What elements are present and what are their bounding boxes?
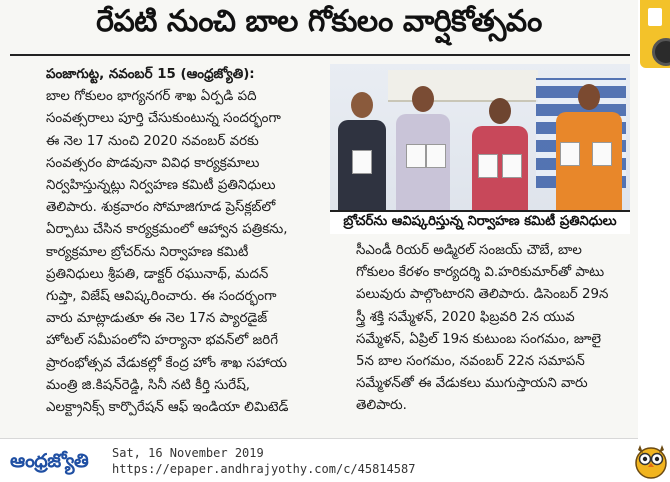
body-line: మంత్రి జి.కిషన్‌రెడ్డి, సినీ నటి కీర్తి సురేష్, [46, 377, 251, 393]
body-line: సీఎండీ రియర్ అడ్మిరల్ సంజయ్ చౌబే, బాల [356, 243, 582, 258]
body-line: సంవత్సరాలు పూర్తి చేసుకుంటున్న సందర్భంగా [46, 111, 281, 127]
article-body-right [356, 240, 634, 418]
body-line: గోకులం కేరళం కార్యదర్శి వి.హరికుమార్‌తో పాటు [356, 265, 605, 281]
body-line: ప్రారంభోత్సవ వేడుకల్లో కేంద్ర హోం శాఖ సహాయ [46, 355, 287, 371]
photo-person [556, 84, 622, 210]
headline-divider [10, 54, 630, 56]
owl-icon [634, 441, 668, 479]
edition-date: Sat, 16 November 2019 [112, 446, 264, 460]
body-line: తెలిపారు. శుక్రవారం సోమాజిగూడ ప్రెస్‌క్లబ్‌లో [46, 200, 276, 216]
body-line: వారు మాట్లాడుతూ ఈ నెల 17న ప్యారడైజ్ [46, 311, 268, 327]
photo-person [472, 98, 528, 210]
body-line: కార్యక్రమాల బ్రోచర్‌ను నిర్వాహణ కమిటీ [46, 244, 249, 260]
article-photo [330, 64, 630, 210]
photo-caption: బ్రోచర్‌ను ఆవిష్కరిస్తున్న నిర్వాహణ కమిటీ ప్రతినిధులు [330, 210, 630, 234]
body-line: ఎలక్ట్రానిక్స్ కార్పొరేషన్ ఆఫ్ ఇండియా లిమిటెడ్ [46, 400, 289, 416]
photo-person [338, 92, 386, 210]
dateline: పంజాగుట్ట, నవంబర్ 15 (ఆంధ్రజ్యోతి): [46, 67, 255, 82]
andhrajyothy-logo [10, 448, 88, 474]
body-line: తెలిపారు. [356, 398, 407, 414]
body-line: స్త్రీ శక్తి సమ్మేళన్, 2020 ఫిబ్రవరి 2న యువ [356, 309, 575, 325]
body-line: ఏర్పాటు చేసిన కార్యక్రమంలో ఆహ్వాన పత్రికను, [46, 222, 288, 238]
body-line: గుప్తా, విజేష్ ఆవిష్కరించారు. ఈ సందర్భంగా [46, 289, 277, 305]
body-line: 5న బాల సంగమం, నవంబర్ 22న సమాపన్ [356, 354, 585, 370]
body-line: హోటల్ సమీపంలోని హర్యానా భవన్‌లో జరిగే [46, 333, 279, 349]
article-headline: రేపటి నుంచి బాల గోకులం వార్షికోత్సవం [96, 4, 542, 39]
body-line: సమ్మేళన్‌తో ఈ వేడుకలు ముగుస్తాయని వారు [356, 376, 588, 392]
footer-meta [112, 445, 415, 477]
logo-text: ఆంధ్రజ్యోతి [10, 450, 89, 472]
body-line: నిర్వహిస్తున్నట్లు నిర్వహణ కమిటీ ప్రతినిధులు [46, 178, 276, 194]
epaper-url[interactable]: https://epaper.andhrajyothy.com/c/45814587 [112, 462, 416, 476]
body-line: పలువురు పాల్గొంటారని తెలిపారు. డిసెంబర్ 29న [356, 287, 609, 303]
article-body-left [46, 64, 322, 419]
body-line: ఈ నెల 17 నుంచి 2020 నవంబర్ వరకు [46, 133, 259, 149]
photo-person [396, 86, 450, 210]
body-line: సంవత్సరం పొడవునా వివిధ కార్యక్రమాలు [46, 155, 260, 171]
body-line: సమ్మేళన్, ఏప్రిల్ 19న కుటుంబ సంగమం, జూలై [356, 331, 601, 347]
body-line: ప్రతినిధులు శ్రీపతి, డాక్టర్ రఘునాథ్, మదన్ [46, 266, 269, 282]
car-icon [640, 0, 670, 68]
body-line: బాల గోకులం భాగ్యనగర్ శాఖ ఏర్పడి పది [46, 89, 257, 105]
